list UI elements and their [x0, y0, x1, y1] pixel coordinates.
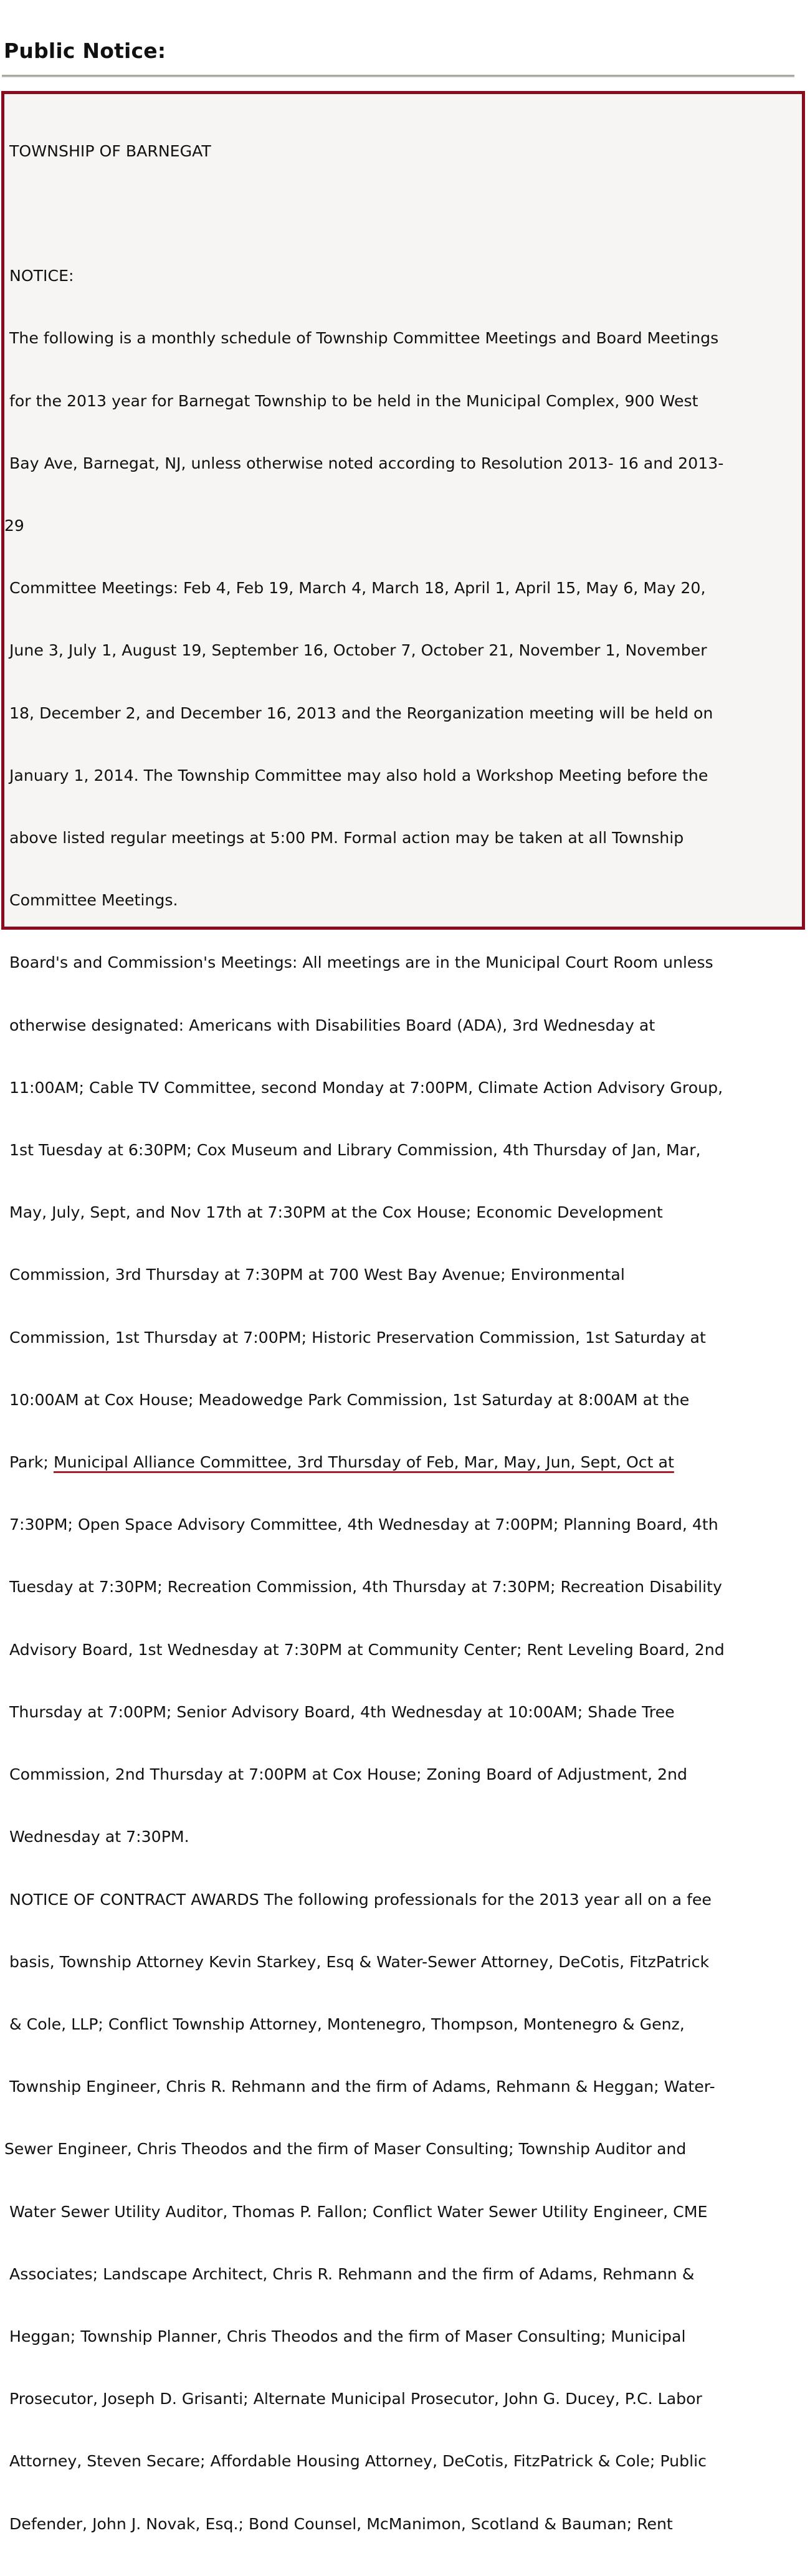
notice-line: Sewer Engineer, Chris Theodos and the firm of Maser Consulting; Township Auditor and [4, 2140, 687, 2159]
notice-line: basis, Township Attorney Kevin Starkey, Esq & Water-Sewer Attorney, DeCotis, FitzPatrick [9, 1952, 710, 1971]
notice-line: above listed regular meetings at 5:00 PM. Formal action may be taken at all Township [9, 829, 684, 847]
notice-heading: TOWNSHIP OF BARNEGAT [9, 141, 211, 160]
notice-line: May, July, Sept, and Nov 17th at 7:30PM at the Cox House; Economic Development [9, 1203, 663, 1222]
notice-line: Board's and Commission's Meetings: All meetings are in the Municipal Court Room unless [9, 953, 713, 972]
notice-frame [1, 91, 805, 2533]
underlined-alliance-entry: Municipal Alliance Committee, 3rd Thursday of Feb, Mar, May, Jun, Sept, Oct at [53, 1453, 674, 1472]
notice-line: The following is a monthly schedule of Township Committee Meetings and Board Meetings [9, 329, 719, 348]
notice-line: Advisory Board, 1st Wednesday at 7:30PM at Community Center; Rent Leveling Board, 2nd [9, 1640, 725, 1659]
notice-line: Wednesday at 7:30PM. [9, 1828, 189, 1846]
notice-line: June 3, July 1, August 19, September 16, October 7, October 21, November 1, November [9, 641, 707, 660]
notice-line: Tuesday at 7:30PM; Recreation Commission, 4th Thursday at 7:30PM; Recreation Disability [9, 1578, 722, 1596]
notice-line: Water Sewer Utility Auditor, Thomas P. Fallon; Conflict Water Sewer Utility Engineer, CME [9, 2202, 708, 2221]
notice-line: Defender, John J. Novak, Esq.; Bond Counsel, McManimon, Scotland & Bauman; Rent [9, 2514, 673, 2533]
notice-line: Bay Ave, Barnegat, NJ, unless otherwise noted according to Resolution 2013- 16 and 2013- [9, 454, 724, 472]
notice-line: Township Engineer, Chris R. Rehmann and the firm of Adams, Rehmann & Heggan; Water- [9, 2077, 715, 2096]
notice-line: Committee Meetings: Feb 4, Feb 19, March 4, March 18, April 1, April 15, May 6, May 20, [9, 579, 706, 598]
notice-line: Commission, 1st Thursday at 7:00PM; Historic Preservation Commission, 1st Saturday at [9, 1328, 706, 1347]
title-divider [2, 75, 794, 77]
notice-line: 7:30PM; Open Space Advisory Committee, 4th Wednesday at 7:00PM; Planning Board, 4th [9, 1515, 718, 1534]
notice-line: 11:00AM; Cable TV Committee, second Monday at 7:00PM, Climate Action Advisory Group, [9, 1078, 723, 1097]
notice-line: otherwise designated: Americans with Disabilities Board (ADA), 3rd Wednesday at [9, 1016, 655, 1034]
notice-line: 18, December 2, and December 16, 2013 and the Reorganization meeting will be held on [9, 704, 713, 722]
notice-line [9, 1452, 796, 1472]
notice-line: January 1, 2014. The Township Committee may also hold a Workshop Meeting before the [9, 766, 708, 785]
notice-line: Associates; Landscape Architect, Chris R. Rehmann and the firm of Adams, Rehmann & [9, 2264, 695, 2283]
page-title: Public Notice: [4, 39, 166, 63]
notice-line: 29 [4, 517, 24, 535]
notice-line: Prosecutor, Joseph D. Grisanti; Alternate Municipal Prosecutor, John G. Ducey, P.C. Labor [9, 2390, 702, 2408]
notice-line: NOTICE OF CONTRACT AWARDS The following professionals for the 2013 year all on a fee [9, 1890, 712, 1909]
notice-line: Attorney, Steven Secare; Affordable Housing Attorney, DeCotis, FitzPatrick & Cole; Public [9, 2452, 707, 2471]
notice-line: for the 2013 year for Barnegat Township to be held in the Municipal Complex, 900 West [9, 391, 698, 410]
notice-line: Commission, 2nd Thursday at 7:00PM at Cox House; Zoning Board of Adjustment, 2nd [9, 1765, 687, 1784]
notice-line: 1st Tuesday at 6:30PM; Cox Museum and Library Commission, 4th Thursday of Jan, Mar, [9, 1141, 701, 1160]
notice-line-prefix: Park; [9, 1453, 54, 1472]
blank-line [9, 203, 796, 224]
notice-label: NOTICE: [9, 267, 74, 285]
notice-line: Committee Meetings. [9, 891, 178, 910]
notice-line: & Cole, LLP; Conflict Township Attorney, Montenegro, Thompson, Montenegro & Genz, [9, 2015, 685, 2033]
notice-line: 10:00AM at Cox House; Meadowedge Park Commission, 1st Saturday at 8:00AM at the [9, 1390, 690, 1409]
notice-line: Thursday at 7:00PM; Senior Advisory Board, 4th Wednesday at 10:00AM; Shade Tree [9, 1702, 675, 1721]
notice-line: Commission, 3rd Thursday at 7:30PM at 700 West Bay Avenue; Environmental [9, 1266, 625, 1284]
notice-line: Heggan; Township Planner, Chris Theodos and the firm of Maser Consulting; Municipal [9, 2327, 686, 2345]
notice-body [4, 99, 796, 2576]
